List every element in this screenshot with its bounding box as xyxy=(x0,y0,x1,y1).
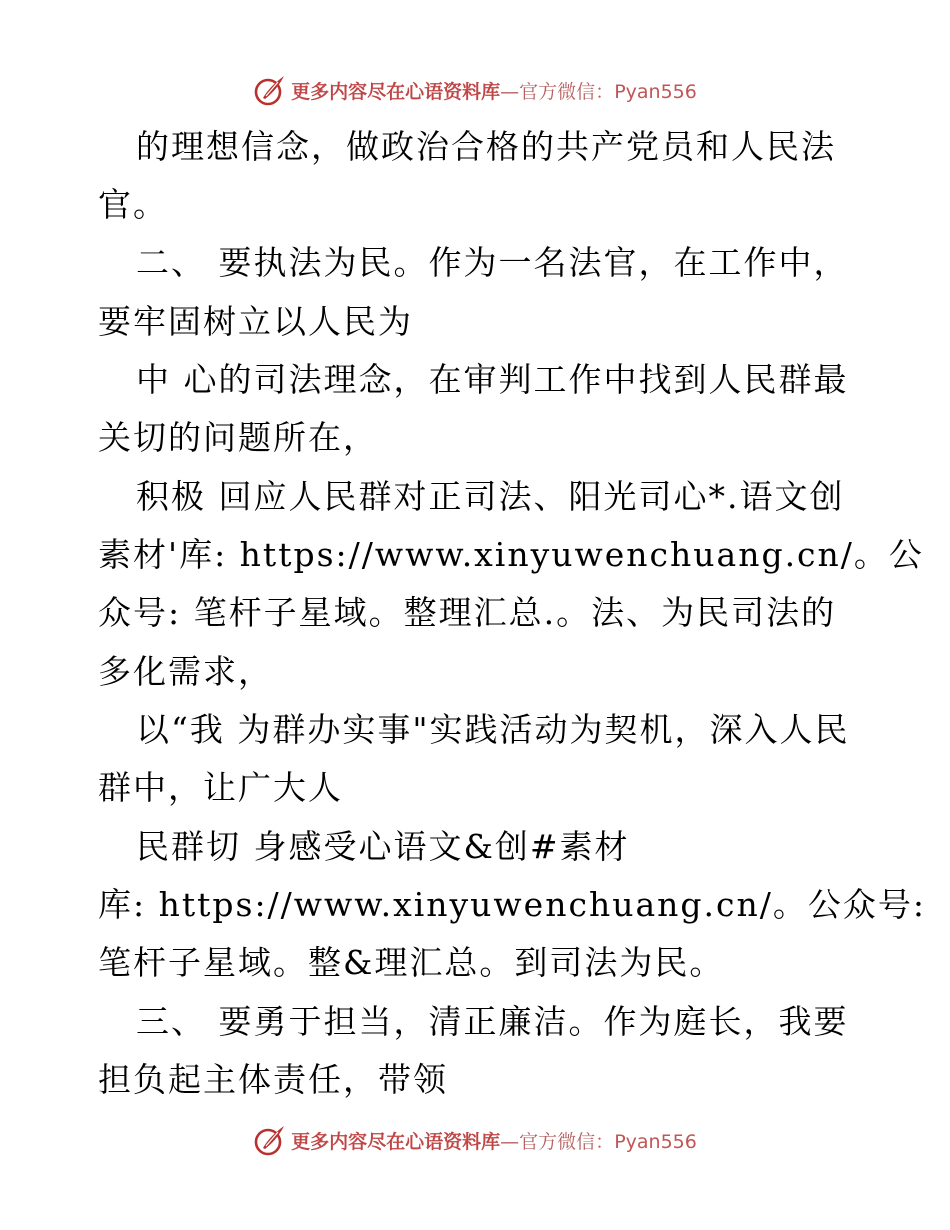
text-line: 的理想信念，做政治合格的共产党员和人民法 xyxy=(136,127,836,166)
watermark-wechat-id: Pyan556 xyxy=(614,1130,697,1153)
watermark-footer xyxy=(0,1120,950,1160)
text-line: 库: https://www.xinyuwenchuang.cn/。公众号: xyxy=(98,885,926,924)
quill-pen-logo-icon xyxy=(253,73,287,107)
text-line: 素材'库: https://www.xinyuwenchuang.cn/。公 xyxy=(98,535,924,574)
text-line: 三、 要勇于担当，清正廉洁。作为庭长，我要 xyxy=(136,1002,849,1041)
text-line: 群中，让广大人 xyxy=(98,768,343,807)
watermark-wechat-id: Pyan556 xyxy=(614,80,697,103)
text-line: 民群切 身感受心语文&创#素材 xyxy=(136,827,630,866)
watermark-label: 官方微信： xyxy=(519,80,615,103)
text-line: 要牢固树立以人民为 xyxy=(98,302,413,341)
text-line: 担负起主体责任，带领 xyxy=(98,1060,448,1099)
watermark-text xyxy=(291,77,697,104)
watermark-text xyxy=(291,1127,697,1154)
text-line: 官。 xyxy=(98,185,168,224)
watermark-label: 官方微信： xyxy=(519,1130,615,1153)
text-line: 以“我 为群办实事"实践活动为契机，深入人民 xyxy=(136,710,850,749)
text-line: 多化需求， xyxy=(98,652,273,691)
text-line: 中 心的司法理念，在审判工作中找到人民群最 xyxy=(136,360,849,399)
text-line: 关切的问题所在， xyxy=(98,418,378,457)
text-line: 众号: 笔杆子星域。整理汇总.。法、为民司法的 xyxy=(98,593,837,632)
watermark-brand: 更多内容尽在心语资料库 xyxy=(291,1130,501,1153)
text-line: 积极 回应人民群对正司法、阳光司心*.语文创 xyxy=(136,477,845,516)
text-line: 笔杆子星域。整&理汇总。到司法为民。 xyxy=(98,943,725,982)
watermark-brand: 更多内容尽在心语资料库 xyxy=(291,80,501,103)
text-line: 二、 要执法为民。作为一名法官，在工作中， xyxy=(136,243,849,282)
quill-pen-logo-icon xyxy=(253,1123,287,1157)
watermark-separator: — xyxy=(500,80,520,103)
watermark-separator: — xyxy=(500,1130,520,1153)
watermark-header xyxy=(0,70,950,110)
